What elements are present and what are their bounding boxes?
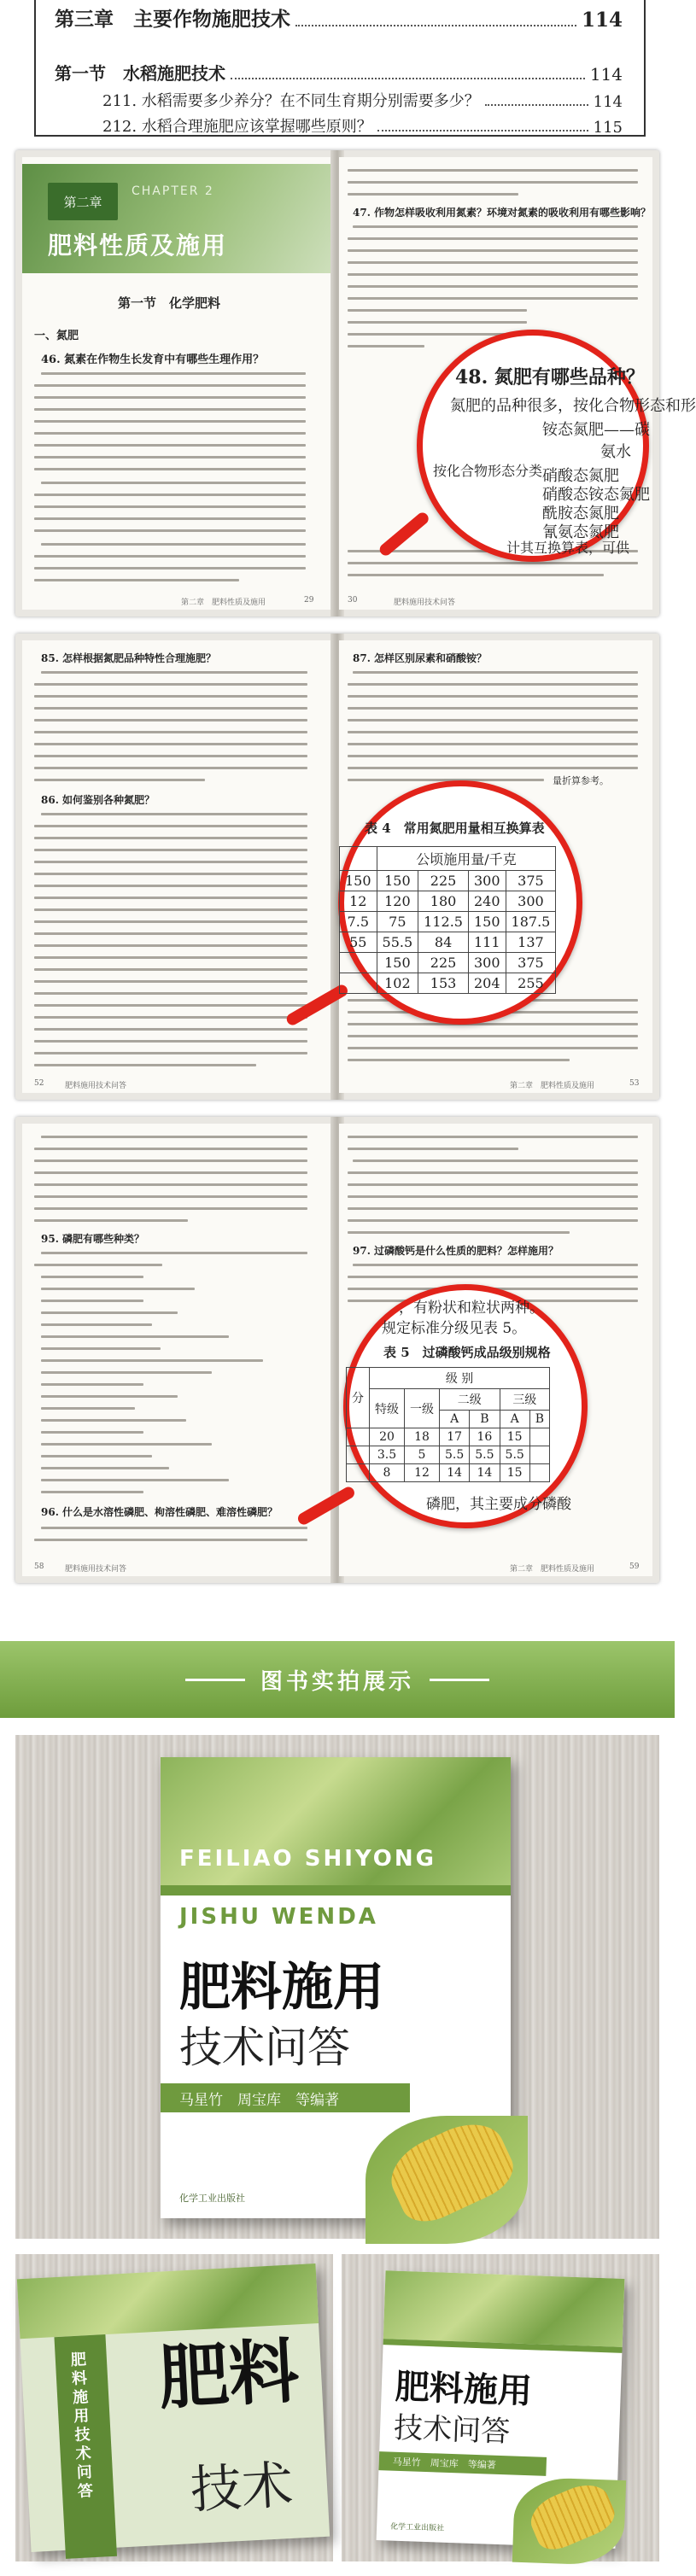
text-line	[348, 249, 638, 252]
text-line	[348, 297, 638, 300]
table-cell	[347, 1464, 370, 1482]
table-cell: 150	[377, 871, 418, 891]
text-line	[34, 731, 307, 733]
text-line	[34, 420, 306, 423]
text-line	[34, 1207, 307, 1210]
cover-field-image	[383, 2270, 625, 2347]
text-line	[34, 1004, 307, 1007]
spine-title: 肥料施用技术问答	[67, 2351, 94, 2503]
text-line	[348, 237, 638, 240]
text-line	[348, 1136, 638, 1138]
zoom-line: 硝酸态氮肥	[542, 467, 619, 485]
table-cell	[340, 973, 377, 994]
table-cell: 14	[470, 1464, 500, 1482]
text-line	[41, 671, 307, 674]
toc-item-page: 115	[593, 119, 623, 137]
table-cell: 150	[377, 953, 418, 973]
text-line	[348, 273, 638, 276]
book-cover	[161, 1757, 511, 2218]
table-row	[340, 953, 556, 973]
table-cell: 15	[500, 1464, 529, 1482]
text-line	[34, 885, 307, 887]
table-cell: 120	[377, 891, 418, 912]
text-line	[348, 1183, 638, 1186]
text-line	[41, 1252, 307, 1254]
zoom-line: 氮肥的品种很多，按化合物形态和形	[450, 397, 696, 415]
cover-title: 肥料施用	[395, 2367, 533, 2412]
text-line	[348, 321, 527, 324]
text-line	[34, 1183, 307, 1186]
table-cell: 5.5	[440, 1446, 470, 1464]
cover-authors: 马星竹 周宝库 等编著	[161, 2083, 410, 2112]
table-cell: 12	[405, 1464, 440, 1482]
text-line	[41, 813, 307, 815]
text-line	[34, 944, 307, 947]
text-line	[34, 444, 306, 447]
zoom-line: 铵态氮肥——碳	[542, 421, 650, 439]
text-line	[348, 261, 638, 264]
table-header-cell: 一级	[405, 1389, 440, 1428]
left-page	[22, 640, 336, 1093]
table-header-cell: 三级	[500, 1389, 550, 1411]
table-header-row	[347, 1389, 550, 1411]
table-cell: 20	[370, 1428, 405, 1446]
conversion-table	[339, 846, 556, 994]
table-cell: 300	[468, 953, 506, 973]
text-line	[34, 707, 307, 710]
zoom-line: 磷肥，其主要成分磷酸	[426, 1496, 571, 1513]
text-line	[34, 992, 307, 995]
text-line	[348, 707, 638, 710]
toc-chapter-label: 第三章 主要作物施肥技术	[55, 8, 290, 31]
text-line	[348, 1207, 638, 1210]
text-line	[34, 456, 306, 459]
toc-chapter[interactable]	[55, 3, 623, 32]
text-line	[348, 1023, 638, 1025]
text-line	[41, 1136, 307, 1138]
table-cell: 187.5	[506, 912, 556, 932]
banner-title: 图书实拍展示	[260, 1668, 414, 1695]
book-spread-2	[15, 634, 659, 1100]
section-banner	[0, 1641, 675, 1718]
table-row	[340, 973, 556, 994]
text-line	[34, 1159, 307, 1162]
question-heading: 87. 怎样区别尿素和硝酸铵？	[353, 652, 488, 664]
text-line	[34, 932, 307, 935]
table-row	[347, 1428, 550, 1446]
chapter-title: 肥料性质及施用	[48, 231, 228, 260]
toc-item-page: 114	[593, 93, 623, 111]
zoom-line: 计其互换算表，可供	[506, 540, 630, 556]
table-cell: 150	[340, 871, 377, 891]
text-line	[34, 683, 307, 686]
table-cell: 14	[440, 1464, 470, 1482]
table-cell: 137	[506, 932, 556, 953]
spine-big-title: 肥料	[156, 2331, 301, 2420]
page-number: 58	[34, 1563, 44, 1571]
cover-subtitle: 技术问答	[393, 2410, 511, 2450]
zoom-line: 规定标准分级见表 5。	[382, 1320, 527, 1337]
text-line	[41, 1371, 212, 1374]
table-header-cell: 分	[347, 1368, 370, 1428]
text-line	[34, 1219, 188, 1222]
text-line	[353, 671, 638, 674]
text-line	[34, 1195, 307, 1198]
text-line	[348, 345, 424, 348]
text-line	[41, 1311, 178, 1314]
table-header-cell: 二级	[440, 1389, 500, 1411]
text-line	[41, 482, 306, 484]
table-cell	[347, 1446, 370, 1464]
table-row	[347, 1464, 550, 1482]
text-line	[348, 743, 638, 745]
toc-chapter-page: 114	[581, 9, 623, 32]
text-line	[34, 1040, 307, 1043]
text-line	[34, 1064, 256, 1066]
toc-item-label: 211. 水稻需要多少养分？在不同生育期分别需要多少？	[102, 92, 480, 110]
toc-leader-dots	[231, 78, 585, 79]
table-header-cell: 公顷施用量/千克	[377, 847, 556, 871]
text-line	[348, 1047, 638, 1049]
text-line	[41, 1276, 143, 1278]
text-line	[41, 1491, 143, 1493]
text-line	[34, 861, 307, 863]
text-line	[41, 1455, 152, 1457]
book-spine-view	[17, 2263, 330, 2552]
text-line	[34, 408, 306, 411]
footer-book-title: 肥料施用技术问答	[65, 1565, 127, 1574]
text-line	[348, 562, 638, 564]
text-line	[34, 505, 306, 508]
text-line	[34, 1028, 307, 1031]
table-cell	[347, 1428, 370, 1446]
text-line	[353, 1264, 638, 1266]
text-line	[348, 193, 518, 196]
text-line	[34, 873, 307, 875]
toc-section-label: 第一节 水稻施肥技术	[55, 63, 225, 84]
text-line	[34, 980, 307, 983]
cover-authors: 马星竹 周宝库 等编著	[378, 2451, 547, 2476]
text-line	[348, 181, 638, 184]
table-cell: 55	[340, 932, 377, 953]
text-line	[34, 529, 306, 532]
text-line	[34, 468, 306, 470]
page-number: 52	[34, 1079, 44, 1088]
page-number: 53	[629, 1079, 640, 1088]
chapter-banner	[22, 164, 336, 273]
table-note: 量折算参考。	[553, 775, 609, 786]
text-line	[34, 719, 307, 721]
table-cell: 240	[468, 891, 506, 912]
book-spread-3	[15, 1117, 659, 1583]
text-line	[348, 755, 638, 757]
text-line	[41, 1288, 195, 1290]
toc-item[interactable]	[102, 114, 623, 137]
text-line	[353, 1159, 638, 1162]
toc-item[interactable]	[102, 89, 623, 111]
text-line	[34, 1171, 307, 1174]
text-line	[348, 683, 638, 686]
text-line	[348, 1035, 638, 1037]
text-line	[353, 225, 638, 228]
table-cell: 8	[370, 1464, 405, 1482]
banner-divider	[430, 1679, 489, 1681]
text-line	[348, 719, 638, 721]
zoom-line: 氰氨态氮肥	[542, 523, 619, 541]
table-cell: 150	[468, 912, 506, 932]
text-line	[348, 1148, 518, 1150]
table-cell	[529, 1446, 549, 1464]
table-cell	[529, 1464, 549, 1482]
zoom-line: 氨水	[600, 443, 631, 461]
table-header-cell: 特级	[370, 1389, 405, 1428]
zoom-line: 按化合物形态分类	[433, 463, 543, 479]
table-cell: 75	[377, 912, 418, 932]
toc-leader-dots	[485, 104, 588, 106]
banner-divider	[185, 1679, 245, 1681]
table-header-cell: A	[440, 1411, 470, 1428]
table-cell: 5.5	[500, 1446, 529, 1464]
book-cover	[377, 2270, 625, 2549]
table-cell: 7.5	[340, 912, 377, 932]
table-cell: 102	[377, 973, 418, 994]
cover-stripe	[161, 1885, 511, 1895]
cover-pinyin: FEILIAO SHIYONG	[179, 1846, 436, 1872]
text-line	[34, 1052, 307, 1054]
text-line	[41, 1443, 212, 1446]
table-cell: 5.5	[470, 1446, 500, 1464]
table-cell: 375	[506, 871, 556, 891]
text-line	[41, 1300, 143, 1302]
text-line	[41, 1527, 307, 1529]
text-line	[41, 1383, 143, 1386]
cover-publisher: 化学工业出版社	[179, 2193, 245, 2204]
text-line	[41, 1347, 161, 1350]
toc-leader-dots	[377, 130, 588, 131]
page-number: 30	[348, 596, 358, 605]
table-header-row	[347, 1368, 550, 1389]
text-line	[34, 956, 307, 959]
table-cell: 16	[470, 1428, 500, 1446]
text-line	[348, 1059, 570, 1061]
table-row	[340, 932, 556, 953]
text-line	[34, 555, 306, 558]
text-line	[41, 1359, 263, 1362]
magnifier-lens	[338, 780, 582, 1025]
table-cell: 112.5	[418, 912, 469, 932]
chapter-en-label: CHAPTER 2	[132, 184, 214, 198]
text-line	[34, 517, 306, 520]
text-line	[34, 384, 306, 387]
text-line	[41, 1479, 229, 1481]
text-line	[348, 767, 638, 769]
sub-heading: 一、氮肥	[34, 330, 79, 342]
text-line	[348, 574, 604, 576]
text-line	[34, 494, 306, 496]
text-line	[34, 1148, 307, 1150]
cover-subtitle: 技术问答	[179, 2023, 350, 2072]
text-line	[34, 837, 307, 839]
table-cell: 180	[418, 891, 469, 912]
text-line	[34, 1016, 307, 1019]
cover-pinyin: JISHU WENDA	[179, 1904, 378, 1930]
text-line	[34, 825, 307, 827]
page-number: 59	[629, 1563, 640, 1571]
table-caption: 表 4 常用氮肥用量相互换算表	[365, 821, 545, 836]
text-line	[34, 695, 307, 698]
text-line	[348, 731, 638, 733]
left-page	[22, 1124, 336, 1576]
table-row	[347, 1446, 550, 1464]
question-heading: 85. 怎样根据氮肥品种特性合理施肥？	[41, 652, 217, 664]
question-heading: 97. 过磷酸钙是什么性质的肥料？怎样施用？	[353, 1245, 559, 1257]
spine-small-title: 技术	[189, 2455, 295, 2521]
table-cell	[340, 847, 377, 871]
table-header-cell: B	[529, 1411, 549, 1428]
section-title: 第一节 化学肥料	[118, 295, 221, 311]
cover-publisher: 化学工业出版社	[389, 2522, 445, 2533]
footer-chapter: 第二章 肥料性质及施用	[181, 599, 266, 607]
zoom-line: 硝酸态铵态氮肥	[542, 486, 650, 504]
toc-leader-dots	[295, 25, 576, 26]
footer-chapter: 第二章 肥料性质及施用	[510, 1082, 595, 1090]
text-line	[34, 968, 307, 971]
text-line	[41, 543, 306, 546]
question-heading: 96. 什么是水溶性磷肥、枸溶性磷肥、难溶性磷肥？	[41, 1506, 278, 1518]
table-cell: 300	[506, 891, 556, 912]
table-cell: 17	[440, 1428, 470, 1446]
footer-book-title: 肥料施用技术问答	[65, 1082, 127, 1090]
table-header-cell: 级 别	[370, 1368, 550, 1389]
table-cell: 225	[418, 871, 469, 891]
text-line	[34, 432, 306, 435]
book-photo-front	[15, 1735, 659, 2239]
table-cell: 5	[405, 1446, 440, 1464]
book-spread-1	[15, 150, 696, 616]
text-line	[348, 1171, 638, 1174]
table-cell: 225	[418, 953, 469, 973]
zoom-line: ，有粉状和粒状两种。	[399, 1300, 544, 1317]
text-line	[348, 169, 638, 172]
table-cell: 111	[468, 932, 506, 953]
footer-chapter: 第二章 肥料性质及施用	[510, 1565, 595, 1574]
text-line	[34, 767, 307, 769]
page-number: 29	[304, 596, 314, 605]
text-line	[348, 309, 527, 312]
text-line	[348, 1219, 638, 1222]
text-line	[41, 1431, 143, 1434]
text-line	[41, 1323, 152, 1326]
table-cell	[529, 1428, 549, 1446]
table-header-cell: B	[470, 1411, 500, 1428]
text-line	[34, 849, 307, 851]
text-line	[34, 755, 307, 757]
text-line	[34, 579, 239, 581]
text-line	[34, 779, 205, 781]
text-line	[348, 333, 518, 336]
book-photo-spine	[15, 2254, 333, 2561]
text-line	[348, 1195, 638, 1198]
left-page	[22, 157, 336, 610]
question-heading: 47. 作物怎样吸收利用氮素？环境对氮素的吸收利用有哪些影响？	[353, 207, 652, 219]
footer-book-title: 肥料施用技术问答	[394, 599, 456, 607]
table-cell: 255	[506, 973, 556, 994]
toc-item-label: 212. 水稻合理施肥应该掌握哪些原则？	[102, 118, 372, 136]
text-line	[41, 1467, 169, 1469]
chapter-badge: 第二章	[48, 183, 118, 220]
table-row	[340, 891, 556, 912]
text-line	[34, 908, 307, 911]
magnifier-lens	[343, 1284, 588, 1528]
table-cell: 55.5	[377, 932, 418, 953]
question-heading: 95. 磷肥有哪些种类？	[41, 1233, 145, 1245]
grade-table	[346, 1367, 550, 1482]
question-heading: 46. 氮素在作物生长发育中有哪些生理作用？	[41, 353, 265, 366]
text-line	[41, 1395, 178, 1398]
text-line	[348, 285, 638, 288]
table-cell: 12	[340, 891, 377, 912]
magnifier-lens	[417, 330, 696, 562]
table-row	[340, 871, 556, 891]
text-line	[348, 1276, 638, 1278]
table-cell: 204	[468, 973, 506, 994]
zoom-line: 酰胺态氮肥	[542, 505, 619, 523]
table-cell: 153	[418, 973, 469, 994]
table-of-contents	[34, 0, 646, 137]
text-line	[41, 372, 306, 375]
book-photo-angled	[342, 2254, 659, 2561]
table-cell: 300	[468, 871, 506, 891]
text-line	[41, 1407, 135, 1410]
question-heading: 86. 如何鉴别各种氮肥？	[41, 794, 155, 806]
table-caption: 表 5 过磷酸钙成品级别规格	[383, 1345, 551, 1360]
toc-section[interactable]	[55, 60, 623, 85]
cover-title: 肥料施用	[179, 1958, 384, 2018]
table-row	[340, 912, 556, 932]
text-line	[34, 897, 307, 899]
table-header-row	[340, 847, 556, 871]
toc-section-page: 114	[589, 64, 623, 85]
table-cell: 18	[405, 1428, 440, 1446]
text-line	[348, 1231, 570, 1234]
text-line	[34, 743, 307, 745]
text-line	[34, 567, 306, 570]
text-line	[34, 396, 306, 399]
table-cell: 3.5	[370, 1446, 405, 1464]
zoom-question: 48. 氮肥有哪些品种？	[455, 366, 645, 388]
text-line	[41, 1419, 186, 1422]
table-header-cell: A	[500, 1411, 529, 1428]
text-line	[34, 920, 307, 923]
text-line	[41, 1335, 229, 1338]
table-cell: 84	[418, 932, 469, 953]
text-line	[34, 1539, 307, 1541]
text-line	[348, 695, 638, 698]
table-cell: 15	[500, 1428, 529, 1446]
table-cell	[340, 953, 377, 973]
text-line	[34, 1264, 162, 1266]
table-cell: 375	[506, 953, 556, 973]
